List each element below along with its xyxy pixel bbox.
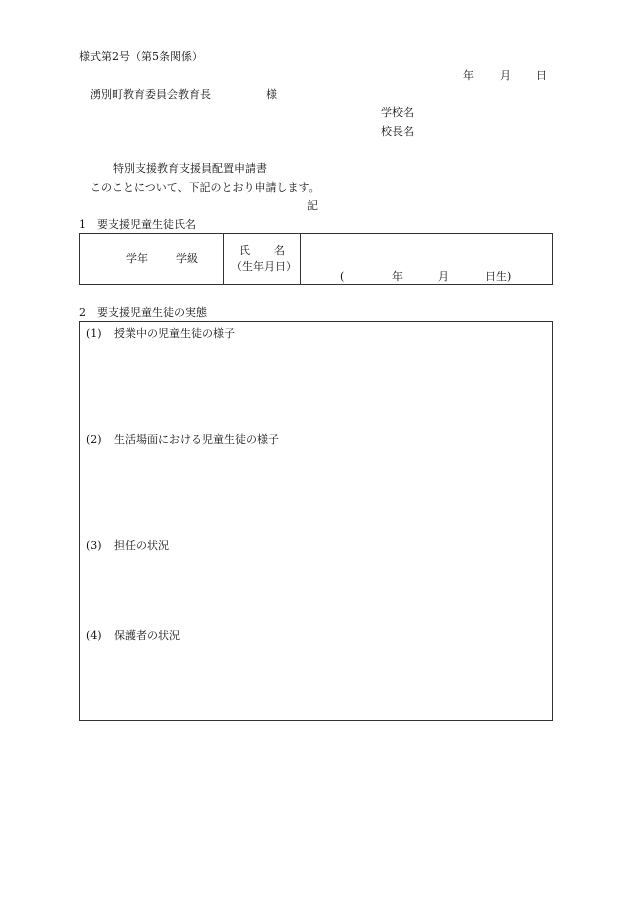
table-divider [300, 234, 301, 284]
form-number: 様式第2号（第5条関係） [79, 50, 203, 63]
condition-item-number: (4) [86, 629, 102, 642]
addressee-honorific: 様 [266, 88, 277, 101]
condition-item-label: 担任の状況 [114, 539, 169, 552]
name-header-char: 名 [274, 244, 285, 257]
birth-month-label: 月 [438, 270, 449, 283]
document-title: 特別支援教育支援員配置申請書 [113, 162, 267, 175]
intro-text: このことについて、下記のとおり申請します。 [90, 181, 320, 194]
student-name-table [79, 233, 553, 285]
section1-heading: 1 要支援児童生徒氏名 [79, 218, 196, 231]
condition-item-label: 授業中の児童生徒の様子 [114, 327, 235, 340]
condition-item-number: (3) [86, 539, 102, 552]
condition-item-label: 保護者の状況 [114, 629, 180, 642]
date-year-label: 年 [463, 69, 474, 82]
condition-item-number: (2) [86, 433, 102, 446]
condition-item-number: (1) [86, 327, 102, 340]
date-day-label: 日 [536, 69, 547, 82]
condition-item-label: 生活場面における児童生徒の様子 [114, 433, 279, 446]
birth-open-paren: ( [340, 270, 345, 283]
principal-name-label: 校長名 [381, 125, 414, 138]
school-name-label: 学校名 [381, 106, 414, 119]
addressee-name: 湧別町教育委員会教育長 [90, 88, 211, 101]
birth-date-header: （生年月日） [231, 260, 297, 273]
grade-label: 学年 [126, 252, 148, 265]
section2-heading: 2 要支援児童生徒の実態 [79, 306, 207, 319]
birth-day-label: 日生) [485, 270, 512, 283]
ki-label: 記 [307, 199, 318, 212]
name-header-char: 氏 [239, 244, 250, 257]
student-condition-box [79, 321, 553, 721]
class-label: 学級 [176, 252, 198, 265]
birth-year-label: 年 [392, 270, 403, 283]
date-month-label: 月 [500, 69, 511, 82]
table-divider [223, 234, 224, 284]
